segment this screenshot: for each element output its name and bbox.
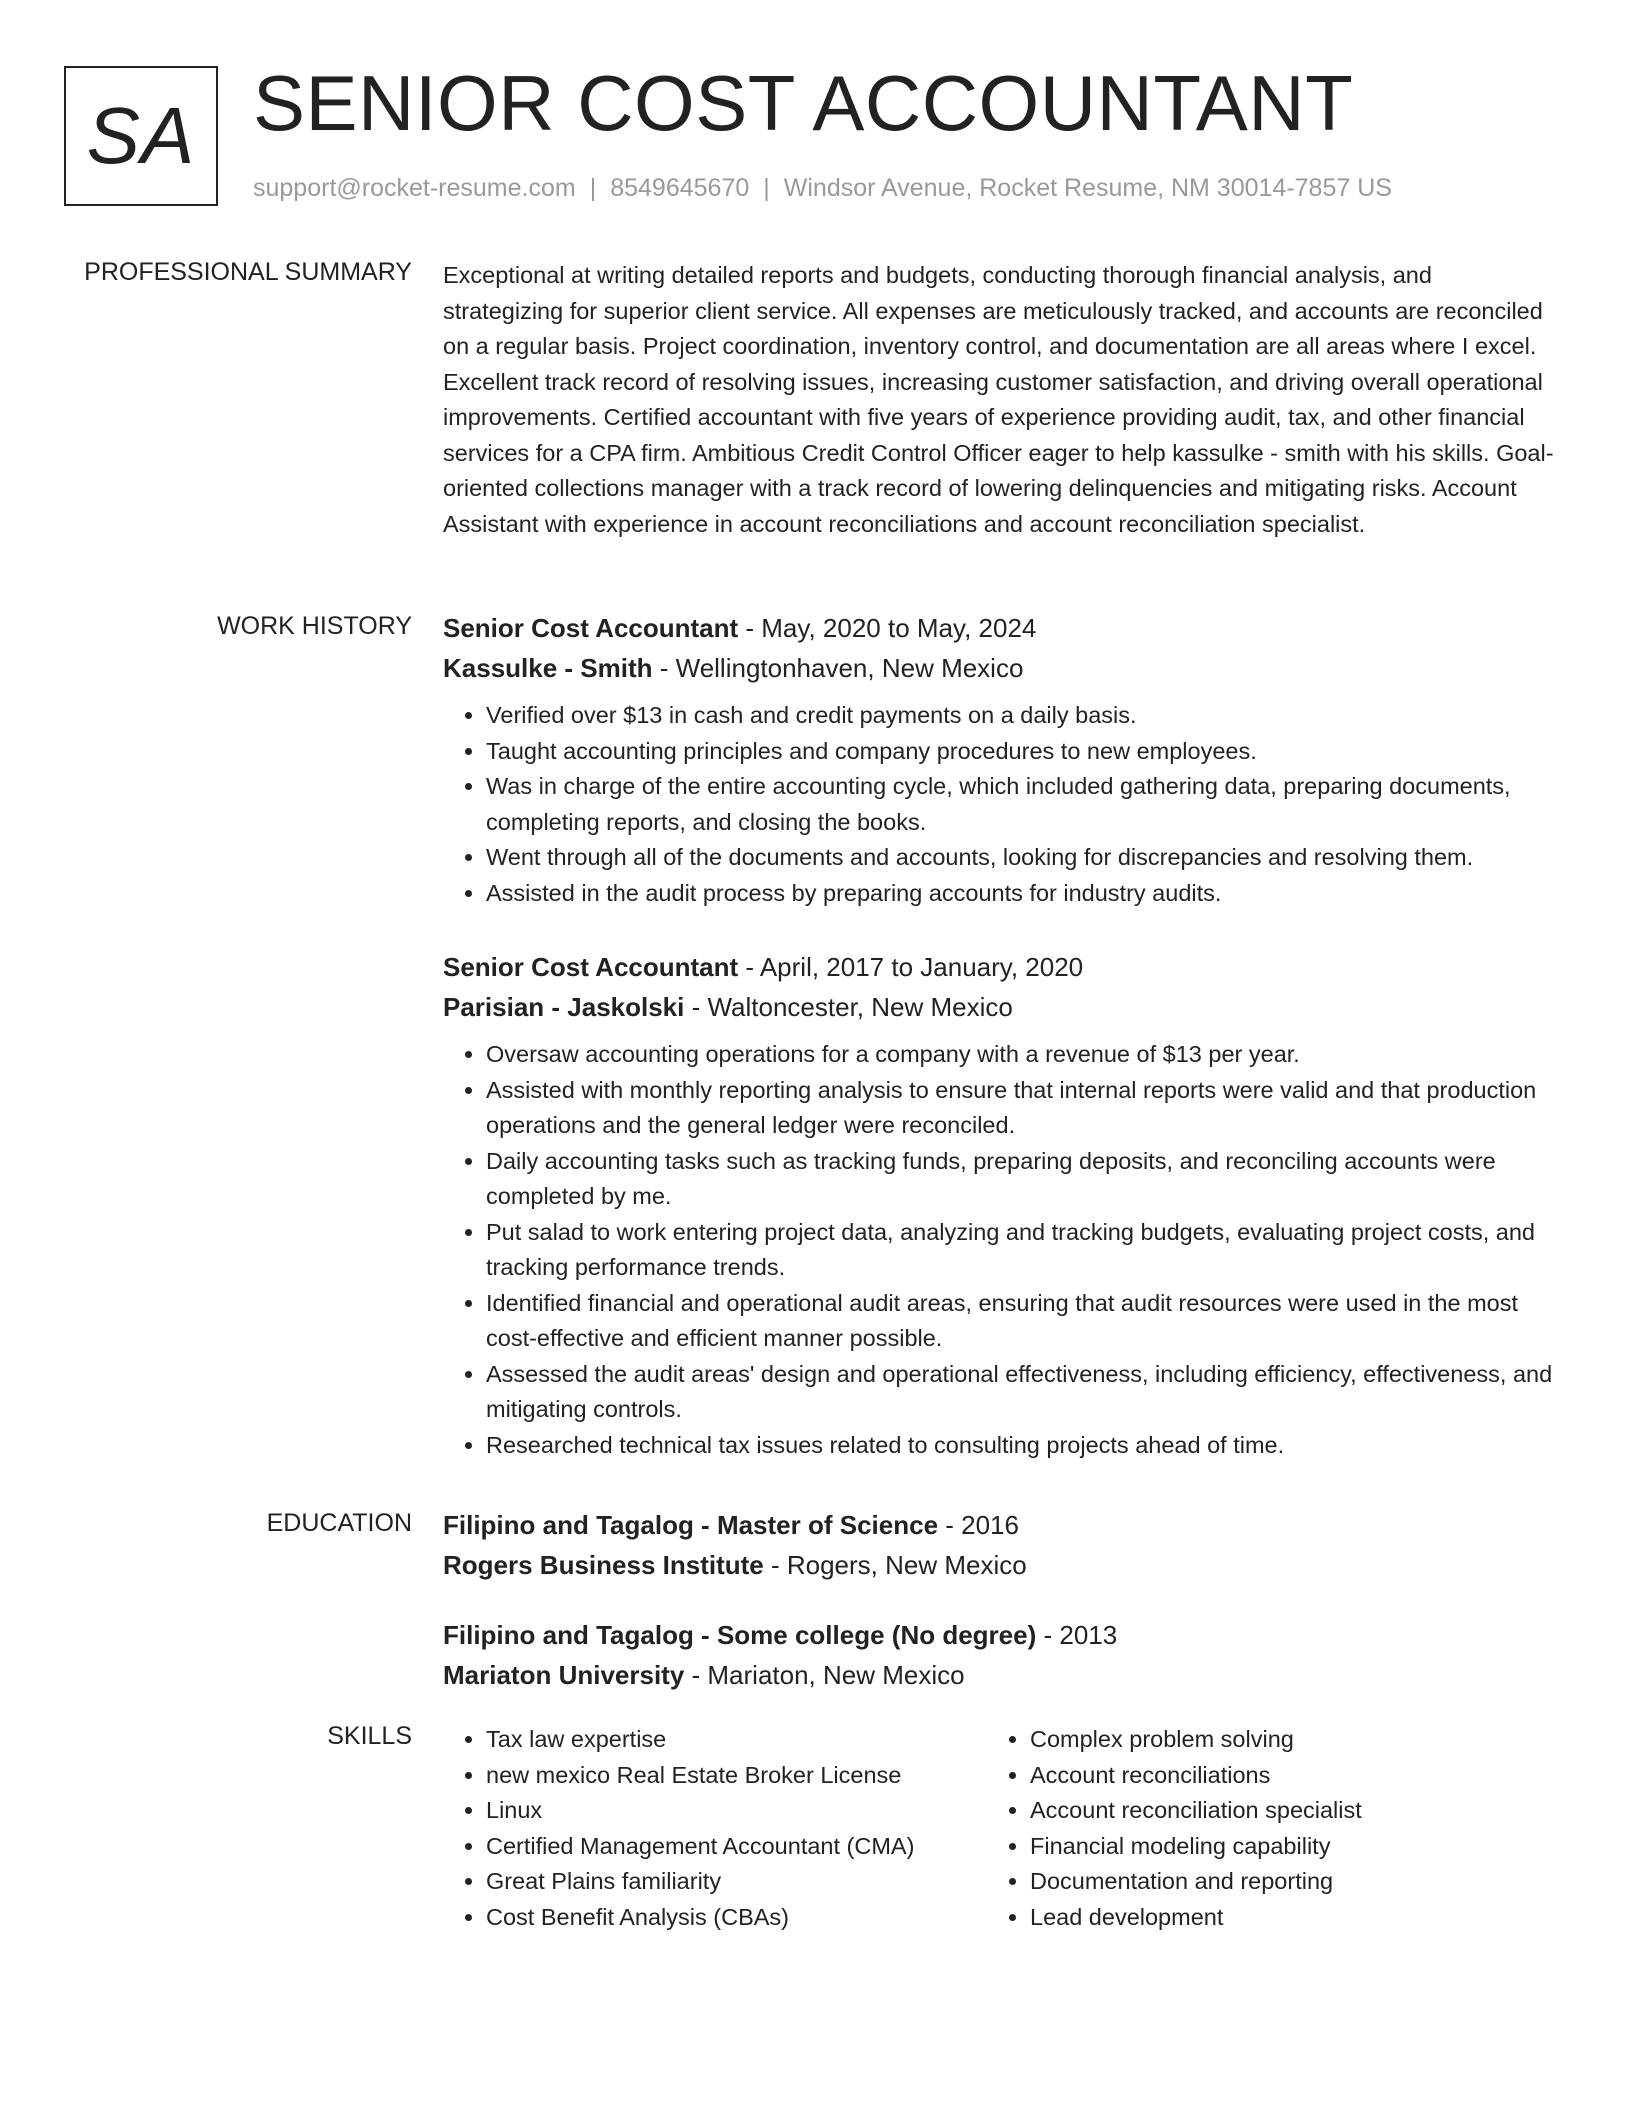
- education-year: - 2013: [1036, 1620, 1118, 1650]
- job-bullet: • Assessed the audit areas' design and operational effectiveness, including efficiency, effectiveness, and mitigating controls.: [486, 1357, 1555, 1428]
- job-company: Parisian - Jaskolski: [443, 992, 685, 1022]
- job-bullet: • Put salad to work entering project data, analyzing and tracking budgets, evaluating project costs, and tracking performance trends.: [486, 1215, 1555, 1286]
- skills-list-left: [443, 1722, 987, 1935]
- education-year: - 2016: [938, 1510, 1019, 1540]
- education-school: Rogers Business Institute: [443, 1550, 764, 1580]
- job-company: Kassulke - Smith: [443, 653, 653, 683]
- skill-item: • new mexico Real Estate Broker License: [486, 1758, 987, 1794]
- job-dates: - May, 2020 to May, 2024: [738, 613, 1037, 643]
- job-bullets: [443, 698, 1555, 911]
- contact-separator: |: [589, 174, 597, 202]
- page-title: SENIOR COST ACCOUNTANT: [253, 59, 1354, 147]
- education-entry: [443, 1615, 1555, 1695]
- job-entry: [443, 947, 1555, 1463]
- skills-body: [443, 1722, 1555, 1935]
- skills-list-right: [987, 1722, 1530, 1935]
- education-degree: Filipino and Tagalog - Some college (No degree): [443, 1620, 1037, 1650]
- job-dates: - April, 2017 to January, 2020: [738, 952, 1084, 982]
- job-title-line: [443, 608, 1555, 648]
- job-bullet: • Was in charge of the entire accounting cycle, which included gathering data, preparing documents, completing reports, and closing the books.: [486, 769, 1555, 840]
- job-bullet: • Oversaw accounting operations for a company with a revenue of $13 per year.: [486, 1037, 1555, 1073]
- education-location: - Rogers, New Mexico: [763, 1550, 1027, 1580]
- education-degree-line: [443, 1505, 1555, 1545]
- education-school: Mariaton University: [443, 1660, 685, 1690]
- skill-item: • Certified Management Accountant (CMA): [486, 1829, 987, 1865]
- summary-text: Exceptional at writing detailed reports and budgets, conducting thorough financial analysis, and strategizing for superior client service. All expenses are meticulously tracked, and accounts are reconciled on a regular basis. Project coordination, inventory control, and documentation are all areas where I excel. Excellent track record of resolving issues, increasing customer satisfaction, and driving overall operational improvements. Certified accountant with five years of experience providing audit, tax, and other financial services for a CPA firm. Ambitious Credit Control Officer eager to help kassulke - smith with his skills. Goal-oriented collections manager with a track record of lowering delinquencies and mitigating risks. Account Assistant with experience in account reconciliations and account reconciliation specialist.: [443, 262, 1554, 537]
- job-bullet: • Researched technical tax issues related to consulting projects ahead of time.: [486, 1428, 1555, 1464]
- skill-item: • Documentation and reporting: [1030, 1864, 1530, 1900]
- skill-item: • Financial modeling capability: [1030, 1829, 1530, 1865]
- job-title: Senior Cost Accountant: [443, 613, 739, 643]
- job-bullet: • Verified over $13 in cash and credit payments on a daily basis.: [486, 698, 1555, 734]
- job-location: - Waltoncester, New Mexico: [684, 992, 1013, 1022]
- job-bullets: [443, 1037, 1555, 1463]
- education-body: [443, 1505, 1555, 1695]
- job-bullet: • Daily accounting tasks such as tracking funds, preparing deposits, and reconciling accounts were completed by me.: [486, 1144, 1555, 1215]
- skill-item: • Complex problem solving: [1030, 1722, 1530, 1758]
- contact-separator: |: [763, 174, 770, 202]
- job-location: - Wellingtonhaven, New Mexico: [652, 653, 1024, 683]
- job-bullet: • Identified financial and operational audit areas, ensuring that audit resources were used in the most cost-effective and efficient manner possible.: [486, 1286, 1555, 1357]
- skill-item: • Cost Benefit Analysis (CBAs): [486, 1900, 987, 1936]
- education-entry: [443, 1505, 1555, 1585]
- skill-item: • Account reconciliation specialist: [1030, 1793, 1530, 1829]
- section-label-work-history: WORK HISTORY: [217, 612, 412, 640]
- skill-item: • Account reconciliations: [1030, 1758, 1530, 1794]
- monogram-initials: SA: [86, 91, 196, 180]
- skill-item: • Linux: [486, 1793, 987, 1829]
- work-history-body: [443, 608, 1555, 1463]
- section-label-skills: SKILLS: [327, 1722, 412, 1750]
- section-label-education: EDUCATION: [266, 1509, 412, 1537]
- contact-line: [253, 174, 1392, 203]
- contact-email[interactable]: support@rocket-resume.com: [253, 174, 576, 202]
- contact-address: Windsor Avenue, Rocket Resume, NM 30014-7857 US: [783, 174, 1392, 202]
- monogram-box: [64, 66, 218, 206]
- job-company-line: [443, 648, 1555, 688]
- job-entry: [443, 608, 1555, 911]
- skill-item: • Great Plains familiarity: [486, 1864, 987, 1900]
- education-degree: Filipino and Tagalog - Master of Science: [443, 1510, 939, 1540]
- job-bullet: • Assisted in the audit process by preparing accounts for industry audits.: [486, 876, 1555, 912]
- job-bullet: • Taught accounting principles and company procedures to new employees.: [486, 734, 1555, 770]
- job-company-line: [443, 987, 1555, 1027]
- job-bullet: • Assisted with monthly reporting analysis to ensure that internal reports were valid and that production operations and the general ledger were reconciled.: [486, 1073, 1555, 1144]
- section-label-summary: PROFESSIONAL SUMMARY: [84, 258, 412, 286]
- education-school-line: [443, 1545, 1555, 1585]
- education-location: - Mariaton, New Mexico: [684, 1660, 965, 1690]
- education-degree-line: [443, 1615, 1555, 1655]
- skills-columns: [443, 1722, 1555, 1935]
- education-school-line: [443, 1655, 1555, 1695]
- job-title-line: [443, 947, 1555, 987]
- job-bullet: • Went through all of the documents and accounts, looking for discrepancies and resolving them.: [486, 840, 1555, 876]
- skill-item: • Tax law expertise: [486, 1722, 987, 1758]
- contact-phone[interactable]: 8549645670: [610, 174, 750, 202]
- job-title: Senior Cost Accountant: [443, 952, 739, 982]
- skill-item: • Lead development: [1030, 1900, 1530, 1936]
